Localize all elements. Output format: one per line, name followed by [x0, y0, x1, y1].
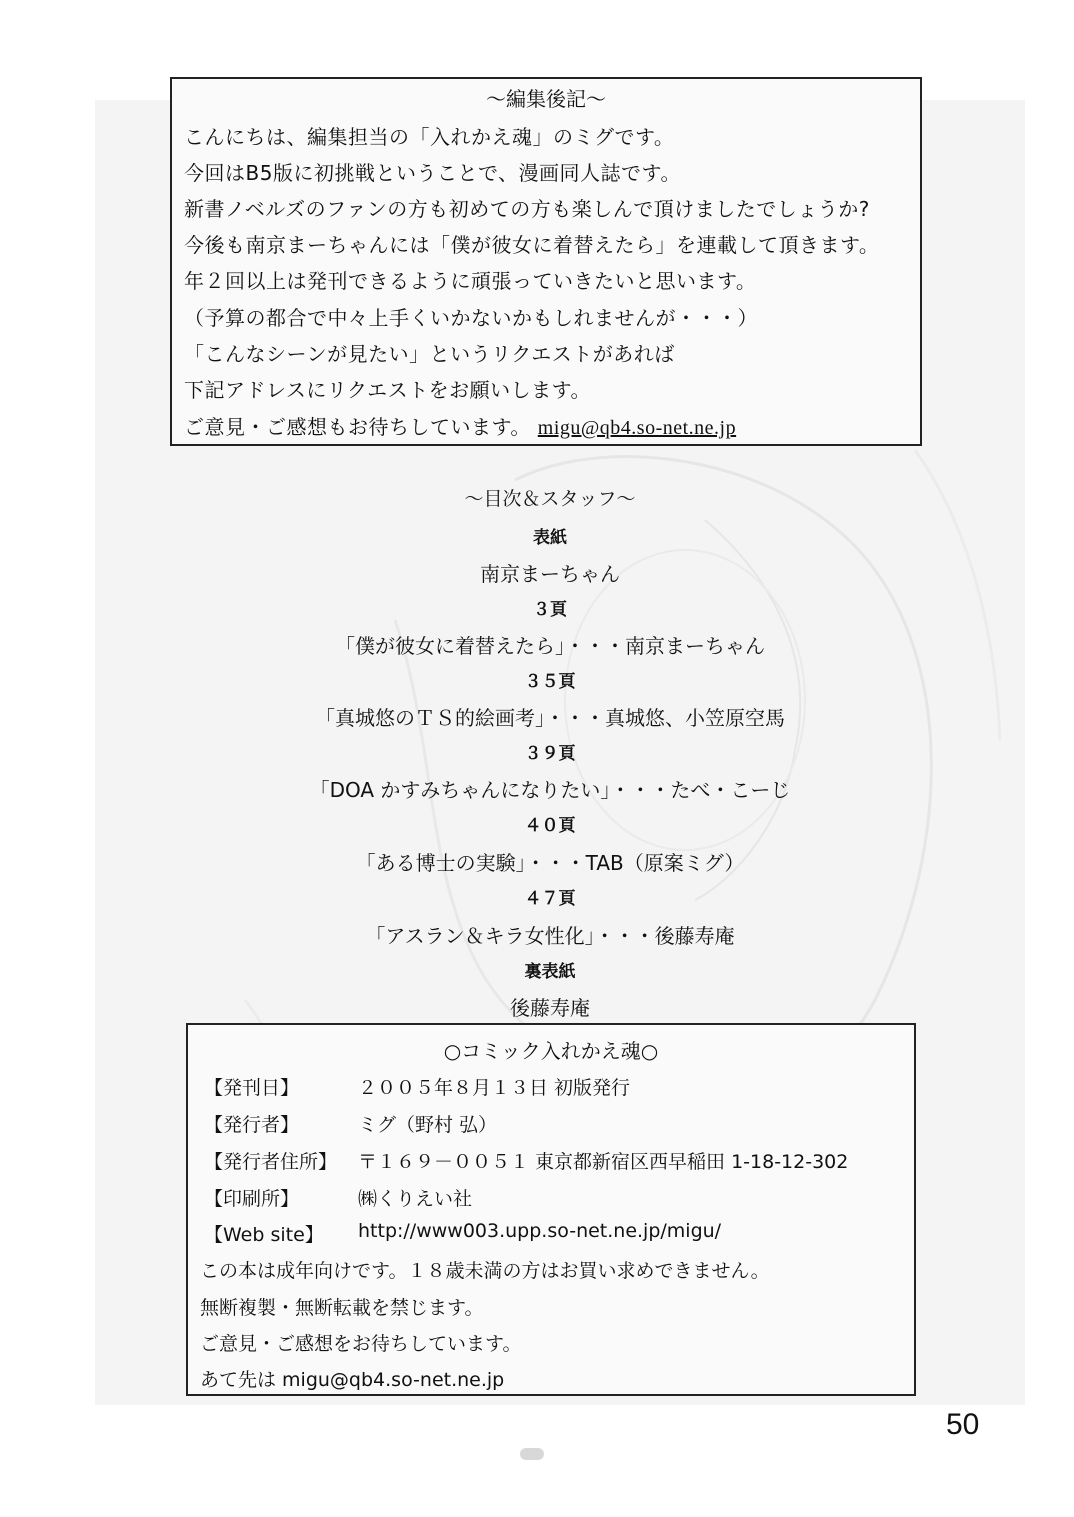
colophon-field-label: 【発行者】: [204, 1114, 300, 1136]
editor-note-line: 新書ノベルズのファンの方も初めての方も楽しんで頂けましたでしょうか?: [184, 197, 870, 221]
page-number: 50: [946, 1408, 980, 1441]
editor-note-last-line: [184, 411, 736, 440]
editor-note-closing-text: ご意見・ご感想もお待ちしています。: [184, 415, 531, 439]
colophon-field-label: 【発刊日】: [204, 1077, 300, 1099]
toc-entry-work: 「ある博士の実験」・・・TAB（原案ミグ）: [355, 851, 745, 875]
colophon-box: [186, 1023, 916, 1396]
toc-entry-work: 「僕が彼女に着替えたら」・・・南京まーちゃん: [335, 634, 765, 658]
editor-note-line: （予算の都合で中々上手くいかないかもしれませんが・・・）: [184, 306, 758, 330]
colophon-note: ご意見・ご感想をお待ちしています。: [200, 1333, 522, 1355]
colophon-note: 無断複製・無断転載を禁じます。: [200, 1297, 484, 1319]
toc-entry-work: 後藤寿庵: [510, 996, 590, 1020]
colophon-field-label: 【Web site】: [204, 1224, 324, 1246]
print-smudge: [520, 1448, 544, 1460]
toc-entry-label: ３頁: [533, 600, 567, 620]
editor-note-title: ～編集後記～: [486, 87, 606, 111]
colophon-note: この本は成年向けです。１８歳未満の方はお買い求めできません。: [200, 1260, 770, 1282]
toc-heading: ～目次＆スタッフ～: [464, 488, 636, 510]
toc-entry-label: ４７頁: [524, 889, 576, 909]
toc-entry-work: 「真城悠のＴＳ的絵画考」・・・真城悠、小笠原空馬: [315, 706, 785, 730]
editor-note-line: 今回はB5版に初挑戦ということで、漫画同人誌です。: [184, 161, 681, 185]
editor-note-line: 「こんなシーンが見たい」というリクエストがあれば: [184, 342, 675, 366]
colophon-title: ○コミック入れかえ魂○: [443, 1039, 659, 1063]
editor-note-line: 今後も南京まーちゃんには「僕が彼女に着替えたら」を連載して頂きます。: [184, 233, 880, 257]
colophon-contact-note: あて先は migu@qb4.so-net.ne.jp: [200, 1369, 505, 1391]
colophon-field-label: 【印刷所】: [204, 1188, 300, 1210]
editor-note-line: 年２回以上は発刊できるように頑張っていきたいと思います。: [184, 269, 757, 293]
toc-entry-label: 裏表紙: [524, 962, 576, 982]
colophon-field-value: ㈱くりえい社: [358, 1188, 473, 1210]
toc-entry-label: ３５頁: [524, 672, 576, 692]
colophon-field-value: 〒１６９－００５１ 東京都新宿区西早稲田 1-18-12-302: [358, 1151, 849, 1173]
colophon-field-value: ２００５年８月１３日 初版発行: [358, 1077, 631, 1099]
website-link[interactable]: http://www003.upp.so-net.ne.jp/migu/: [358, 1220, 722, 1242]
toc-entry-label: ３９頁: [524, 744, 576, 764]
table-of-contents: [240, 480, 860, 1020]
toc-entry-work: 「DOA かすみちゃんになりたい」・・・たべ・こーじ: [309, 778, 791, 802]
colophon-field-value: ミグ（野村 弘）: [358, 1114, 498, 1136]
editor-note-line: 下記アドレスにリクエストをお願いします。: [184, 378, 591, 402]
toc-entry-work: 「アスラン＆キラ女性化」・・・後藤寿庵: [365, 924, 735, 948]
editor-note-box: [170, 77, 922, 446]
editor-note-line: こんにちは、編集担当の「入れかえ魂」のミグです。: [184, 125, 675, 149]
editor-email-link[interactable]: migu@qb4.so-net.ne.jp: [537, 417, 737, 439]
toc-entry-label: ４０頁: [524, 816, 576, 836]
toc-entry-work: 南京まーちゃん: [480, 562, 620, 586]
colophon-field-label: 【発行者住所】: [204, 1151, 338, 1173]
toc-entry-label: 表紙: [533, 528, 567, 548]
